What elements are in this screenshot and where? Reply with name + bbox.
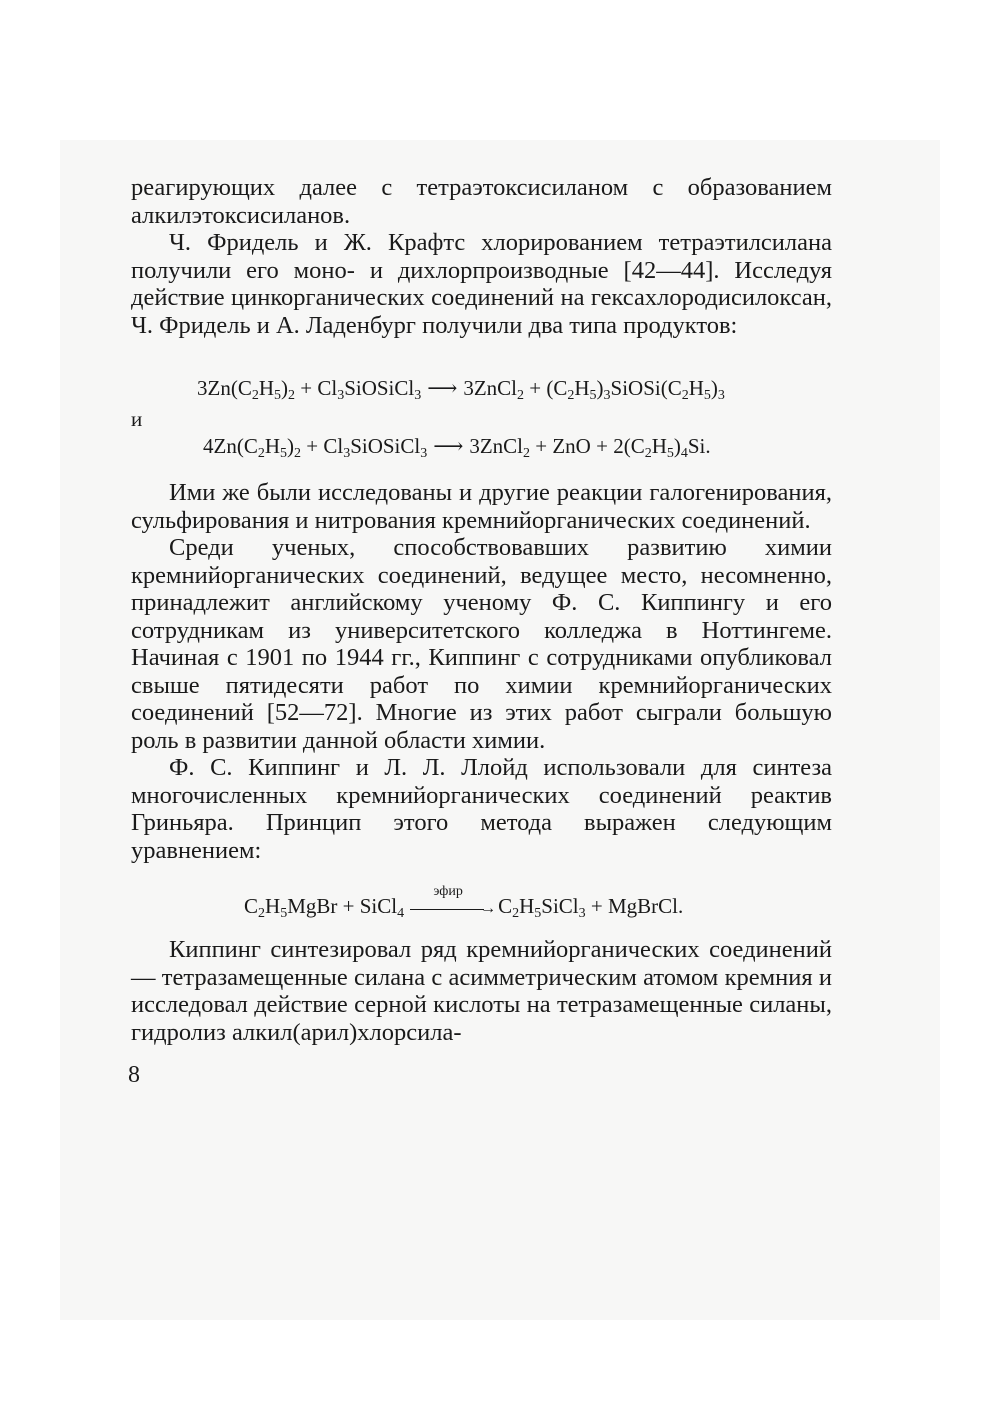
- reaction-arrow: ⟶: [433, 434, 464, 458]
- text-block-bottom: [131, 936, 832, 1046]
- reaction-condition: эфир: [433, 884, 463, 900]
- text-block-top: [131, 174, 832, 339]
- paragraph: Среди ученых, способствовавших развитию химии кремнийорганических соединений, ведущее место, несомненно, принадлежит английскому ученому Ф. С. Киппингу и его сотрудникам из университетского колледжа в Ноттингеме. Начиная с 1901 по 1944 гг., Киппинг с сотрудниками опубликовал свыше пятидесяти работ по химии кремнийорганических соединений [52—72]. Многие из этих работ сыграли большую роль в развитии данной области химии.: [131, 534, 832, 754]
- equation-2: $4Zn(C_2H_5)_2$ + $Cl_3SiOSiCl_3$ ⟶ 3ZnCl$_2$ + ZnO + $2(C_2H_5)_4Si$.: [203, 434, 711, 461]
- paragraph: реагирующих далее с тетраэтоксисиланом с образованием алкилэтоксисиланов.: [131, 174, 832, 229]
- equation-3: $C_2H_5MgBr$ + SiCl$_4$ эфир → $C_2H_5SiCl_3$ + MgBrCl.: [244, 884, 684, 921]
- paragraph: Киппинг синтезировал ряд кремнийорганических соединений — тетразамещенные силана с асимметрическим атомом кремния и исследовал действие серной кислоты на тетразамещенные силаны, гидролиз алкил(арил)хлорсила-: [131, 936, 832, 1046]
- equation-1: $3Zn(C_2H_5)_2$ + $Cl_3SiOSiCl_3$ ⟶ 3ZnCl$_2$ + $(C_2H_5)_3SiOSi(C_2H_5)_3$: [197, 376, 725, 403]
- reaction-arrow: ⟶: [427, 376, 458, 400]
- reaction-arrow-with-condition: эфир →: [408, 898, 494, 918]
- conjunction: и: [131, 407, 143, 431]
- text-block-middle: [131, 479, 832, 864]
- page-number: 8: [128, 1062, 140, 1088]
- paragraph: Ч. Фридель и Ж. Крафтс хлорированием тетраэтилсилана получили его моно- и дихлорпроизводные [42—44]. Исследуя действие цинкорганических соединений на гексахлородисилоксан, Ч. Фридель и А. Ладенбург получили два типа продуктов:: [131, 229, 832, 339]
- paragraph: Ф. С. Киппинг и Л. Л. Ллойд использовали для синтеза многочисленных кремнийорганических соединений реактив Гриньяра. Принцип этого метода выражен следующим уравнением:: [131, 754, 832, 864]
- paragraph: Ими же были исследованы и другие реакции галогенирования, сульфирования и нитрования кремнийорганических соединений.: [131, 479, 832, 534]
